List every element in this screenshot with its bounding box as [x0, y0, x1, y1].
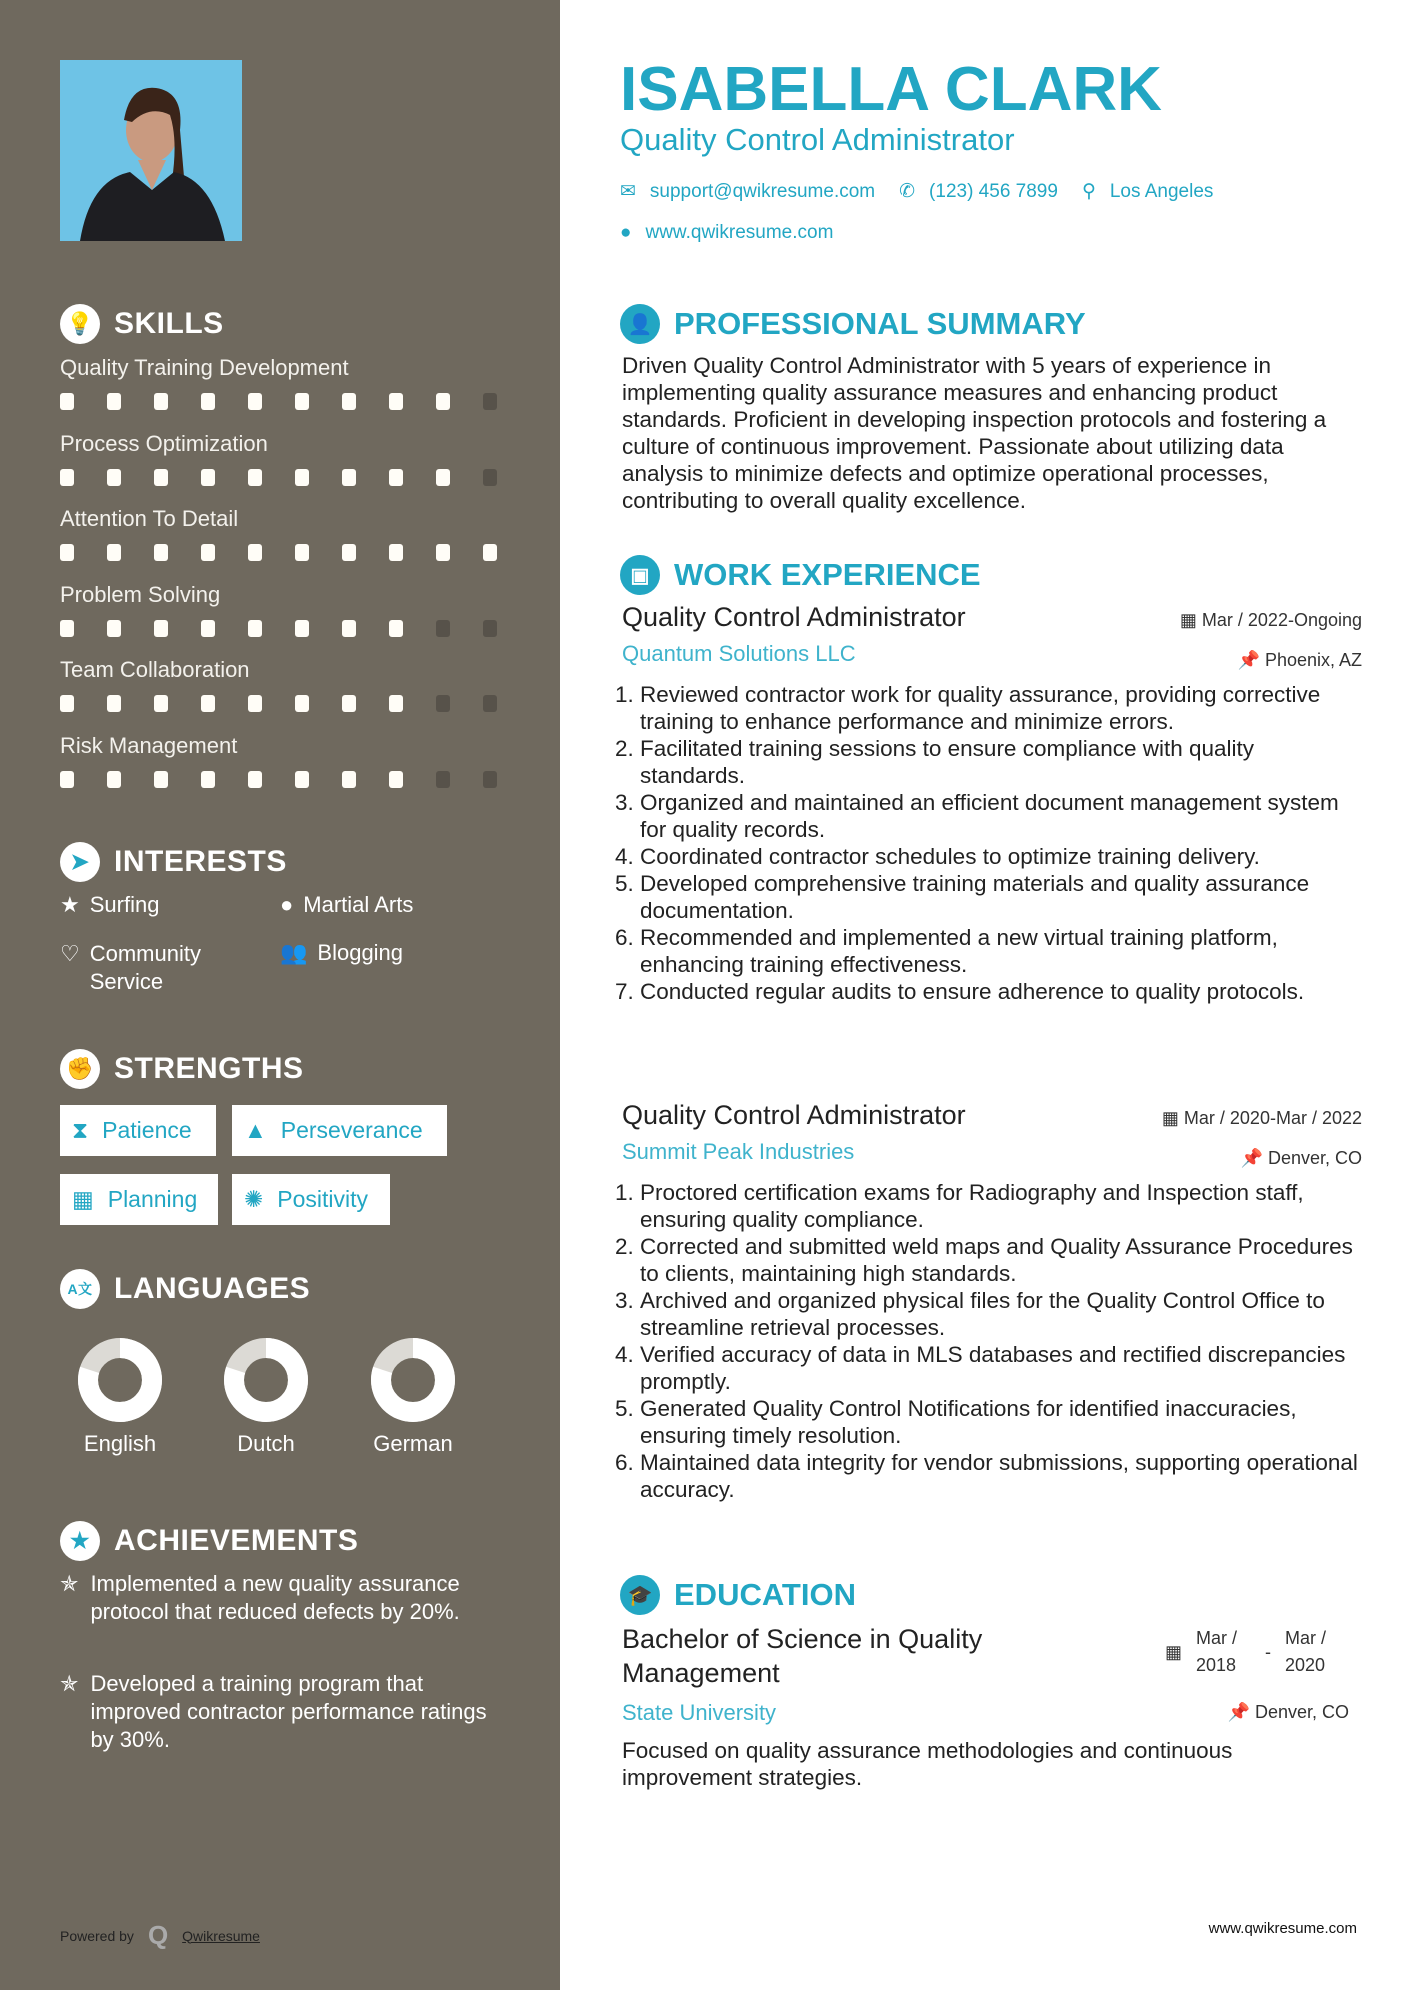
rating-dot — [107, 771, 121, 788]
bullet-item: 5. Developed comprehensive training materials and quality assurance documentation. — [640, 870, 1362, 924]
rating-dot — [483, 771, 497, 788]
powered-by: Powered by Q Qwikresume — [60, 1920, 260, 1950]
achievements-heading: ★ ACHIEVEMENTS — [60, 1521, 358, 1561]
rating-dot — [436, 695, 450, 712]
rating-dot — [60, 771, 74, 788]
rating-dot — [107, 393, 121, 410]
bullet-item: 4. Verified accuracy of data in MLS databases and rectified discrepancies promptly. — [640, 1341, 1362, 1395]
rating-dot — [342, 695, 356, 712]
skill-rating — [60, 771, 540, 788]
skill-label: Team Collaboration — [60, 657, 250, 682]
rating-dot — [60, 393, 74, 410]
work-heading: ▣ WORK EXPERIENCE — [620, 555, 981, 595]
rating-dot — [342, 469, 356, 486]
rating-dot — [201, 469, 215, 486]
hourglass-icon: ⧗ — [72, 1117, 89, 1143]
skill-rating — [60, 393, 540, 410]
rating-dot — [154, 771, 168, 788]
interest-item: ♡ Community Service — [60, 941, 201, 994]
bullet-item: 5. Generated Quality Control Notifications for identified inaccuracies, ensuring timely resolution. — [640, 1395, 1362, 1449]
rating-dot — [201, 393, 215, 410]
education-location: 📌 Denver, CO — [1227, 1702, 1349, 1722]
achievement-item: ✯ Developed a training program that improved contractor performance ratings by 30%. — [60, 1671, 487, 1752]
job-bullets — [622, 681, 1362, 1005]
rating-dot — [295, 620, 309, 637]
interest-item: ● Martial Arts — [280, 892, 414, 917]
rating-dot — [201, 620, 215, 637]
star-icon: ✯ — [60, 1571, 79, 1596]
lightbulb-icon: 💡 — [60, 304, 100, 344]
bullet-item: 2. Facilitated training sessions to ensure compliance with quality standards. — [640, 735, 1362, 789]
bullet-item: 4. Coordinated contractor schedules to optimize training delivery. — [640, 843, 1362, 870]
skill-item — [60, 657, 540, 712]
footer-site: www.qwikresume.com — [1208, 1920, 1357, 1937]
skill-item — [60, 355, 540, 410]
rating-dot — [295, 469, 309, 486]
rating-dot — [248, 393, 262, 410]
phone-icon: ✆ — [899, 181, 916, 202]
fist-icon: ✊ — [60, 1049, 100, 1089]
bullet-item: 7. Conducted regular audits to ensure adherence to quality protocols. — [640, 978, 1362, 1005]
calendar-icon: ▦ — [72, 1186, 94, 1212]
rating-dot — [436, 393, 450, 410]
rating-dot — [248, 544, 262, 561]
rating-dot — [389, 393, 403, 410]
rating-dot — [107, 469, 121, 486]
rating-dot — [389, 469, 403, 486]
job-location: 📌 Phoenix, AZ — [1237, 650, 1362, 670]
rating-dot — [60, 695, 74, 712]
strength-badge: ▦ Planning — [60, 1174, 218, 1225]
rating-dot — [483, 469, 497, 486]
skills-heading: 💡 SKILLS — [60, 304, 224, 344]
location-icon: ⚲ — [1081, 181, 1096, 202]
rating-dot — [201, 544, 215, 561]
interest-item: 👥 Blogging — [280, 940, 404, 965]
skill-item — [60, 506, 540, 561]
rating-dot — [248, 620, 262, 637]
rating-dot — [295, 544, 309, 561]
pin-icon: 📌 — [1227, 1702, 1250, 1722]
skill-rating — [60, 469, 540, 486]
skill-rating — [60, 695, 540, 712]
education-dates: ▦ Mar / 2018 - Mar / 2020 — [1165, 1628, 1327, 1675]
graduation-cap-icon: 🎓 — [620, 1575, 660, 1615]
paper-plane-icon: ➤ — [60, 842, 100, 882]
language-donut — [60, 1336, 180, 1426]
website-link[interactable]: www.qwikresume.com — [645, 222, 834, 243]
star-icon: ★ — [60, 892, 80, 917]
company: Summit Peak Industries — [622, 1139, 855, 1164]
skill-label: Attention To Detail — [60, 506, 239, 531]
rating-dot — [436, 469, 450, 486]
calendar-icon: ▦ — [1161, 1108, 1179, 1128]
rating-dot — [342, 544, 356, 561]
summary-heading: 👤 PROFESSIONAL SUMMARY — [620, 304, 1086, 344]
rating-dot — [483, 393, 497, 410]
profile-photo — [60, 60, 242, 241]
rating-dot — [154, 469, 168, 486]
users-icon: 👥 — [280, 940, 308, 965]
calendar-icon: ▦ — [1165, 1641, 1183, 1662]
skill-item — [60, 733, 540, 788]
sidebar — [0, 0, 560, 1990]
rating-dot — [483, 695, 497, 712]
rating-dot — [248, 771, 262, 788]
bullet-item: 6. Recommended and implemented a new virtual training platform, enhancing training effectiveness. — [640, 924, 1362, 978]
language-donut — [353, 1336, 473, 1426]
rating-dot — [342, 620, 356, 637]
trophy-icon: ★ — [60, 1521, 100, 1561]
job-bullets — [622, 1179, 1362, 1503]
degree: Bachelor of Science in Quality Management — [622, 1624, 983, 1688]
rating-dot — [107, 544, 121, 561]
languages-heading: A文 LANGUAGES — [60, 1269, 310, 1309]
skill-label: Quality Training Development — [60, 355, 349, 380]
rating-dot — [201, 695, 215, 712]
bullet-item: 3. Organized and maintained an efficient document management system for quality records. — [640, 789, 1362, 843]
rating-dot — [60, 620, 74, 637]
education-text: Focused on quality assurance methodologies and continuous improvement strategies. — [622, 1738, 1233, 1790]
sun-icon: ✺ — [244, 1186, 264, 1212]
language-donut — [206, 1336, 326, 1426]
rating-dot — [389, 620, 403, 637]
email-link[interactable]: support@qwikresume.com — [649, 180, 876, 202]
education-heading: 🎓 EDUCATION — [620, 1575, 856, 1615]
skill-item — [60, 582, 540, 637]
rating-dot — [389, 695, 403, 712]
contact-row — [620, 180, 1213, 203]
qwikresume-link[interactable]: Qwikresume — [182, 1927, 260, 1944]
pin-icon: 📌 — [1237, 650, 1260, 670]
rating-dot — [154, 544, 168, 561]
rating-dot — [248, 469, 262, 486]
bullet-item: 1. Proctored certification exams for Radiography and Inspection staff, ensuring quality compliance. — [640, 1179, 1362, 1233]
skill-label: Problem Solving — [60, 581, 221, 607]
rating-dot — [389, 544, 403, 561]
rating-dot — [201, 771, 215, 788]
job-title: Quality Control Administrator — [622, 602, 966, 632]
interest-item: ★ Surfing — [60, 892, 160, 917]
job-location: 📌 Denver, CO — [1240, 1148, 1362, 1168]
company: Quantum Solutions LLC — [622, 641, 856, 666]
skill-label: Risk Management — [60, 732, 238, 758]
job-entry — [622, 1100, 1362, 1503]
globe-icon: ● — [280, 892, 294, 917]
strengths-heading: ✊ STRENGTHS — [60, 1049, 304, 1089]
rating-dot — [295, 393, 309, 410]
phone: (123) 456 7899 — [929, 180, 1058, 202]
envelope-icon: ✉ — [620, 181, 636, 202]
translate-icon: A文 — [60, 1269, 100, 1309]
rating-dot — [107, 695, 121, 712]
job-dates: ▦ Mar / 2020-Mar / 2022 — [1161, 1108, 1362, 1128]
rating-dot — [436, 771, 450, 788]
bullet-item: 6. Maintained data integrity for vendor submissions, supporting operational accuracy. — [640, 1449, 1362, 1503]
language-label: English — [83, 1431, 157, 1456]
skill-rating — [60, 620, 540, 637]
rating-dot — [154, 620, 168, 637]
rating-dot — [107, 620, 121, 637]
heart-hand-icon: ♡ — [60, 941, 80, 966]
language-item — [206, 1336, 326, 1457]
star-icon: ✯ — [60, 1671, 79, 1696]
job-title: Quality Control Administrator — [622, 1100, 966, 1130]
skill-rating — [60, 544, 540, 561]
school: State University — [622, 1700, 777, 1725]
language-label: German — [373, 1431, 453, 1456]
rating-dot — [248, 695, 262, 712]
briefcase-icon: ▣ — [620, 555, 660, 595]
language-label: Dutch — [237, 1431, 295, 1456]
calendar-icon: ▦ — [1179, 610, 1197, 630]
pin-icon: 📌 — [1240, 1148, 1263, 1168]
rating-dot — [342, 393, 356, 410]
skill-item — [60, 431, 540, 486]
globe-icon: ● — [620, 222, 632, 243]
job-title: Quality Control Administrator — [620, 122, 1015, 157]
strength-badge: ⧗ Patience — [60, 1105, 216, 1156]
job-entry — [622, 602, 1362, 1005]
interests-heading: ➤ INTERESTS — [60, 842, 287, 882]
rating-dot — [389, 771, 403, 788]
rating-dot — [60, 469, 74, 486]
road-icon: ▲ — [244, 1117, 267, 1143]
summary-text: Driven Quality Control Administrator with 5 years of experience in implementing quality assurance measures and enhancing product standards. Proficient in developing inspection protocols and fostering a culture of continuous improvement. Passionate about utilizing data analysis to minimize defects and optimize operational processes, contributing to overall quality excellence. — [622, 353, 1327, 513]
rating-dot — [436, 544, 450, 561]
website-row — [620, 222, 833, 244]
rating-dot — [154, 393, 168, 410]
location: Los Angeles — [1109, 180, 1214, 202]
user-icon: 👤 — [620, 304, 660, 344]
rating-dot — [436, 620, 450, 637]
rating-dot — [342, 771, 356, 788]
bullet-item: 1. Reviewed contractor work for quality assurance, providing corrective training to enhance performance and minimize errors. — [640, 681, 1362, 735]
rating-dot — [295, 695, 309, 712]
strength-badge: ✺ Positivity — [232, 1174, 390, 1225]
rating-dot — [154, 695, 168, 712]
language-item — [353, 1336, 473, 1457]
candidate-name: ISABELLA CLARK — [620, 55, 1162, 124]
rating-dot — [60, 544, 74, 561]
rating-dot — [295, 771, 309, 788]
rating-dot — [483, 620, 497, 637]
skill-label: Process Optimization — [60, 430, 268, 456]
achievement-item: ✯ Implemented a new quality assurance protocol that reduced defects by 20%. — [60, 1571, 460, 1624]
rating-dot — [483, 544, 497, 561]
language-item — [60, 1336, 180, 1457]
bullet-item: 3. Archived and organized physical files for the Quality Control Office to streamline retrieval processes. — [640, 1287, 1362, 1341]
bullet-item: 2. Corrected and submitted weld maps and Quality Assurance Procedures to clients, maintaining high standards. — [640, 1233, 1362, 1287]
job-dates: ▦ Mar / 2022-Ongoing — [1179, 610, 1362, 630]
strength-badge: ▲ Perseverance — [232, 1105, 447, 1156]
qwikresume-logo-icon: Q — [147, 1920, 169, 1950]
